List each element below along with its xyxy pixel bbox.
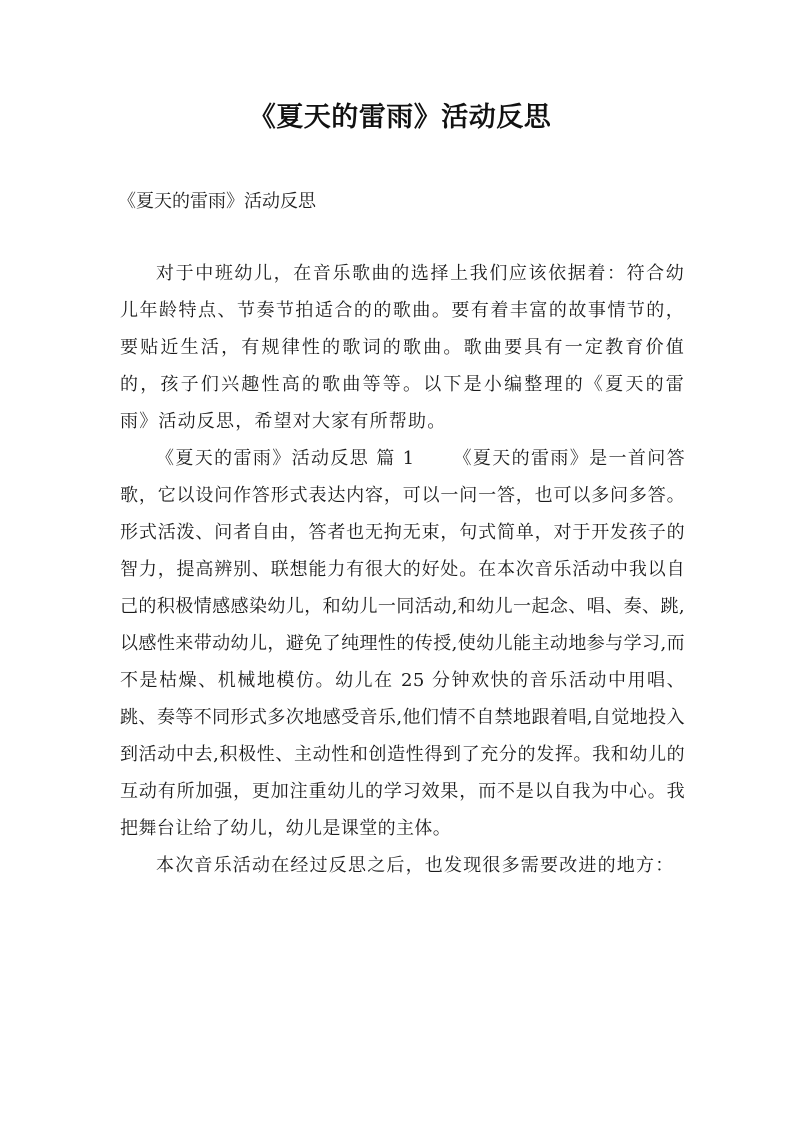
document-body [120, 255, 685, 884]
document-subtitle: 《夏天的雷雨》活动反思 [118, 191, 316, 212]
section-heading: 《夏天的雷雨》活动反思 篇 1 [156, 448, 415, 469]
section-body: 《夏天的雷雨》是一首问答歌，它以设问作答形式表达内容，可以一问一答，也可以多问多答。形式活泼、问者自由，答者也无拘无束，句式简单，对于开发孩子的智力，提高辨别、联想能力有很大的好处。在本次音乐活动中我以自己的积极情感感染幼儿，和幼儿一同活动,和幼儿一起念、唱、奏、跳,以感性来带动幼儿，避免了纯理性的传授,使幼儿能主动地参与学习,而不是枯燥、机械地模仿。幼儿在 25 分钟欢快的音乐活动中用唱、跳、奏等不同形式多次地感受音乐,他们情不自禁地跟着唱,自觉地投入到活动中去,积极性、主动性和创造性得到了充分的发挥。我和幼儿的互动有所加强，更加注重幼儿的学习效果，而不是以自我为中心。我把舞台让给了幼儿，幼儿是课堂的主体。 [120, 448, 685, 839]
intro-paragraph: 对于中班幼儿，在音乐歌曲的选择上我们应该依据着：符合幼儿年龄特点、节奏节拍适合的的歌曲。要有着丰富的故事情节的，要贴近生活，有规律性的歌词的歌曲。歌曲要具有一定教育价值的，孩子们兴趣性高的歌曲等等。以下是小编整理的《夏天的雷雨》活动反思，希望对大家有所帮助。 [120, 263, 685, 432]
section-paragraph [120, 440, 685, 847]
closing-paragraph: 本次音乐活动在经过反思之后，也发现很多需要改进的地方： [156, 855, 675, 876]
document-title: 《夏天的雷雨》活动反思 [248, 102, 552, 133]
